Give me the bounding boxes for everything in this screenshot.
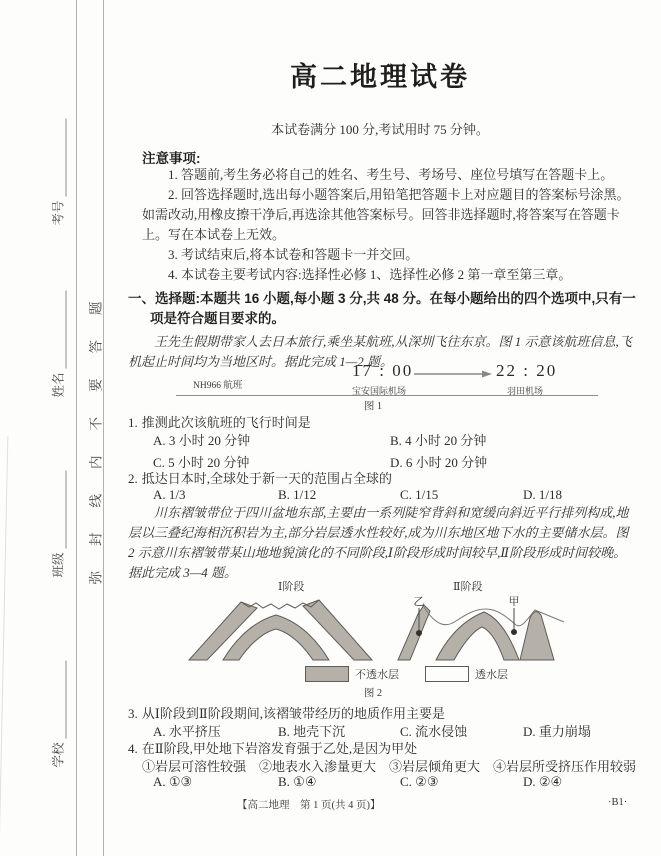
option-3a: A. 水平挤压 xyxy=(153,724,221,739)
question-3-stem xyxy=(128,703,636,722)
exam-subtitle: 本试卷满分 100 分,考试用时 75 分钟。 xyxy=(271,122,489,137)
legend-permeable xyxy=(425,666,508,682)
school-field xyxy=(50,638,67,768)
question-2-number: 2. xyxy=(128,471,138,486)
option-3c: C. 流水侵蚀 xyxy=(400,724,468,739)
question-2-options xyxy=(153,487,636,503)
flight-number: NH966 航班 xyxy=(193,381,243,391)
footer-page-info: 【高二地理 第 1 页(共 4 页)】 xyxy=(237,800,381,811)
option-3d: D. 重力崩塌 xyxy=(523,724,591,739)
legend-impermeable xyxy=(305,666,399,682)
notices-list xyxy=(142,165,631,285)
notice-item-2: 2. 回答选择题时,选出每小题答案后,用铅笔把答题卡上对应题目的答案标号涂黑。如需改动,用橡皮擦干净后,再选涂其他答案标号。回答非选择题时,将答案写在答题卡上。写在本试卷上无效。 xyxy=(142,187,630,242)
seal-warning-text: 弥封线内不要答题 xyxy=(88,276,104,585)
option-2c: C. 1/15 xyxy=(400,487,439,502)
school-label: 学校 xyxy=(51,742,66,768)
exam-number-field xyxy=(50,96,67,226)
impermeable-swatch xyxy=(305,666,349,682)
question-1-stem xyxy=(128,412,636,431)
section-1-heading: 一、选择题:本题共 16 小题,每小题 3 分,共 48 分。在每小题给出的四个选项中,只有一项是符合题目要求的。 xyxy=(128,291,636,326)
question-3-number: 3. xyxy=(128,706,138,721)
option-2b: B. 1/12 xyxy=(278,487,317,502)
page-title: 高二地理试卷 xyxy=(290,62,470,92)
student-name-label: 姓名 xyxy=(51,372,66,398)
depart-time: 17 : 00 xyxy=(352,361,414,380)
question-4-options xyxy=(153,774,636,790)
stage-2-label: Ⅱ阶段 xyxy=(453,581,483,593)
student-name-field xyxy=(50,268,67,398)
permeable-swatch xyxy=(425,666,469,682)
stage-1-label: Ⅰ阶段 xyxy=(278,581,305,593)
depart-airport: 宝安国际机场 xyxy=(352,386,407,396)
option-2a: A. 1/3 xyxy=(153,487,186,502)
exam-number-label: 考号 xyxy=(51,200,66,226)
class-label: 班级 xyxy=(51,552,66,578)
flight-arrow-icon xyxy=(414,366,492,384)
option-1b: B. 4 小时 20 分钟 xyxy=(390,433,487,448)
notices-heading: 注意事项: xyxy=(142,151,201,166)
figure1-rule xyxy=(176,395,598,396)
class-blank xyxy=(54,470,67,548)
stage-1-diagram xyxy=(183,594,378,667)
footer-paper-code: ·B1· xyxy=(608,797,628,808)
option-2d: D. 1/18 xyxy=(523,487,562,502)
option-3b: B. 地壳下沉 xyxy=(278,724,346,739)
page-edge-artifact xyxy=(0,436,8,854)
option-4c: C. ②③ xyxy=(400,774,439,789)
question-1-text: 推测此次该航班的飞行时间是 xyxy=(141,415,311,430)
stage-2-diagram xyxy=(392,594,592,667)
option-1c: C. 5 小时 20 分钟 xyxy=(153,455,250,470)
permeable-label: 透水层 xyxy=(475,669,508,681)
figure1-caption: 图 1 xyxy=(363,401,383,412)
question-2-stem xyxy=(128,468,636,487)
notice-item-3: 3. 考试结束后,将本试卷和答题卡一并交回。 xyxy=(168,247,419,262)
notice-item-4: 4. 本试卷主要考试内容:选择性必修 1、选择性必修 2 第一章至第三章。 xyxy=(168,267,572,282)
seal-line-outer xyxy=(76,0,77,856)
question-1-options xyxy=(153,430,636,471)
question-4-stem xyxy=(128,738,636,757)
option-1d: D. 6 小时 20 分钟 xyxy=(390,455,488,470)
figure2-caption: 图 2 xyxy=(363,688,383,699)
option-4a: A. ①③ xyxy=(153,774,193,789)
class-field xyxy=(50,448,67,578)
arrive-airport: 羽田机场 xyxy=(507,386,544,396)
point-jia-label: 甲 xyxy=(508,596,520,608)
stimulus-flight: 王先生假期带家人去日本旅行,乘坐某航班,从深圳飞往东京。图 1 示意该航班信息,飞机起止时间均为当地区时。据此完成 1—2 题。 xyxy=(128,334,632,369)
impermeable-label: 不透水层 xyxy=(355,669,399,681)
option-1a: A. 3 小时 20 分钟 xyxy=(153,433,251,448)
option-4b: B. ①④ xyxy=(278,774,317,789)
stimulus-fold-belt: 川东褶皱带位于四川盆地东部,主要由一系列陡窄背斜和宽缓向斜近平行排列构成,地层以三叠纪海相沉积岩为主,部分岩层透水性较好,成为川东地区地下水的主要储水层。图 2 示意川东褶皱带某山地地貌演化的不同阶段,Ⅰ阶段形成时间较早,Ⅱ阶段形成时间较晚。据此完成 3—4 题。 xyxy=(128,505,629,580)
question-3-text: 从Ⅰ阶段到Ⅱ阶段期间,该褶皱带经历的地质作用主要是 xyxy=(141,706,445,721)
point-yi-label: 乙 xyxy=(413,596,425,608)
school-blank xyxy=(54,660,67,738)
arrive-time: 22 : 20 xyxy=(496,361,558,380)
question-2-text: 抵达日本时,全球处于新一天的范围占全球的 xyxy=(141,471,393,486)
notice-item-1: 1. 答题前,考生务必将自己的姓名、考生号、考场号、座位号填写在答题卡上。 xyxy=(168,167,614,182)
option-4d: D. ②④ xyxy=(523,774,563,789)
question-4-text: 在Ⅱ阶段,甲处地下岩溶发育强于乙处,是因为甲处 xyxy=(141,741,418,756)
exam-number-blank xyxy=(54,118,67,196)
question-1-number: 1. xyxy=(128,415,138,430)
question-4-suboptions: ①岩层可溶性较强 ②地表水入渗量更大 ③岩层倾角更大 ④岩层所受挤压作用较弱 xyxy=(142,759,637,774)
question-4-number: 4. xyxy=(128,741,138,756)
student-name-blank xyxy=(54,290,67,368)
